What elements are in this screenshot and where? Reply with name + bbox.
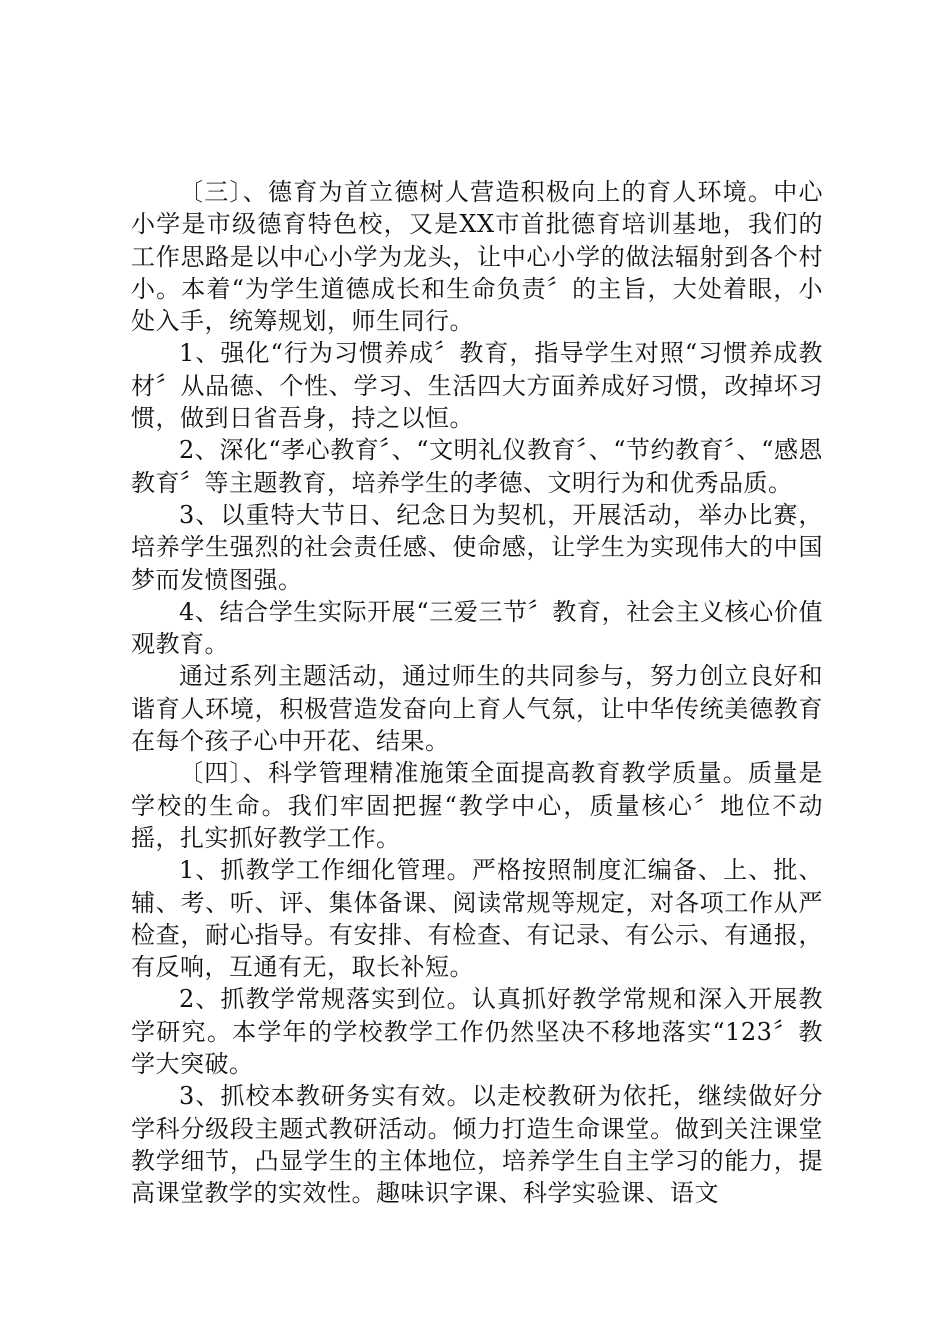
- paragraph-teaching-quality: 〔四〕、科学管理精准施策全面提高教育教学质量。质量是学校的生命。我们牢固把握“教学中心，质量核心〞地位不动摇，扎实抓好教学工作。: [131, 759, 823, 852]
- paragraph-school-research: 3、抓校本教研务实有效。以走校教研为依托，继续做好分学科分级段主题式教研活动。倾力打造生命课堂。做到关注课堂教学细节，凸显学生的主体地位，培养学生自主学习的能力，提高课堂教学的实效性。趣味识字课、科学实验课、语文: [131, 1082, 823, 1208]
- paragraph-environment-summary: 通过系列主题活动，通过师生的共同参与，努力创立良好和谐育人环境，积极营造发奋向上育人气氛，让中华传统美德教育在每个孩子心中开花、结果。: [131, 662, 823, 756]
- paragraph-festival-activities: 3、以重特大节日、纪念日为契机，开展活动，举办比赛，培养学生强烈的社会责任感、使命感，让学生为实现伟大的中国梦而发愤图强。: [131, 500, 823, 594]
- paragraph-moral-education: 〔三〕、德育为首立德树人营造积极向上的育人环境。中心小学是市级德育特色校，又是XX市首批德育培训基地，我们的工作思路是以中心小学为龙头，让中心小学的做法辐射到各个村小。本着“为学生道德成长和生命负责〞的主旨，大处着眼，小处入手，统筹规划，师生同行。: [131, 178, 823, 336]
- paragraph-teaching-routine: 2、抓教学常规落实到位。认真抓好教学常规和深入开展教学研究。本学年的学校教学工作仍然坚决不移地落实“123〞教学大突破。: [131, 985, 823, 1079]
- paragraph-theme-education: 2、深化“孝心教育〞、“文明礼仪教育〞、“节约教育〞、“感恩教育〞等主题教育，培养学生的孝德、文明行为和优秀品质。: [131, 436, 823, 497]
- paragraph-habit-formation: 1、强化“行为习惯养成〞教育，指导学生对照“习惯养成教材〞从品德、个性、学习、生活四大方面养成好习惯，改掉坏习惯，做到日省吾身，持之以恒。: [131, 339, 823, 433]
- paragraph-core-values: 4、结合学生实际开展“三爱三节〞教育，社会主义核心价值观教育。: [131, 597, 823, 659]
- document-body: [131, 176, 823, 1210]
- paragraph-refined-management: 1、抓教学工作细化管理。严格按照制度汇编备、上、批、辅、考、听、评、集体备课、阅读常规等规定，对各项工作从严检查，耐心指导。有安排、有检查、有记录、有公示、有通报，有反响，互通有无，取长补短。: [131, 856, 823, 982]
